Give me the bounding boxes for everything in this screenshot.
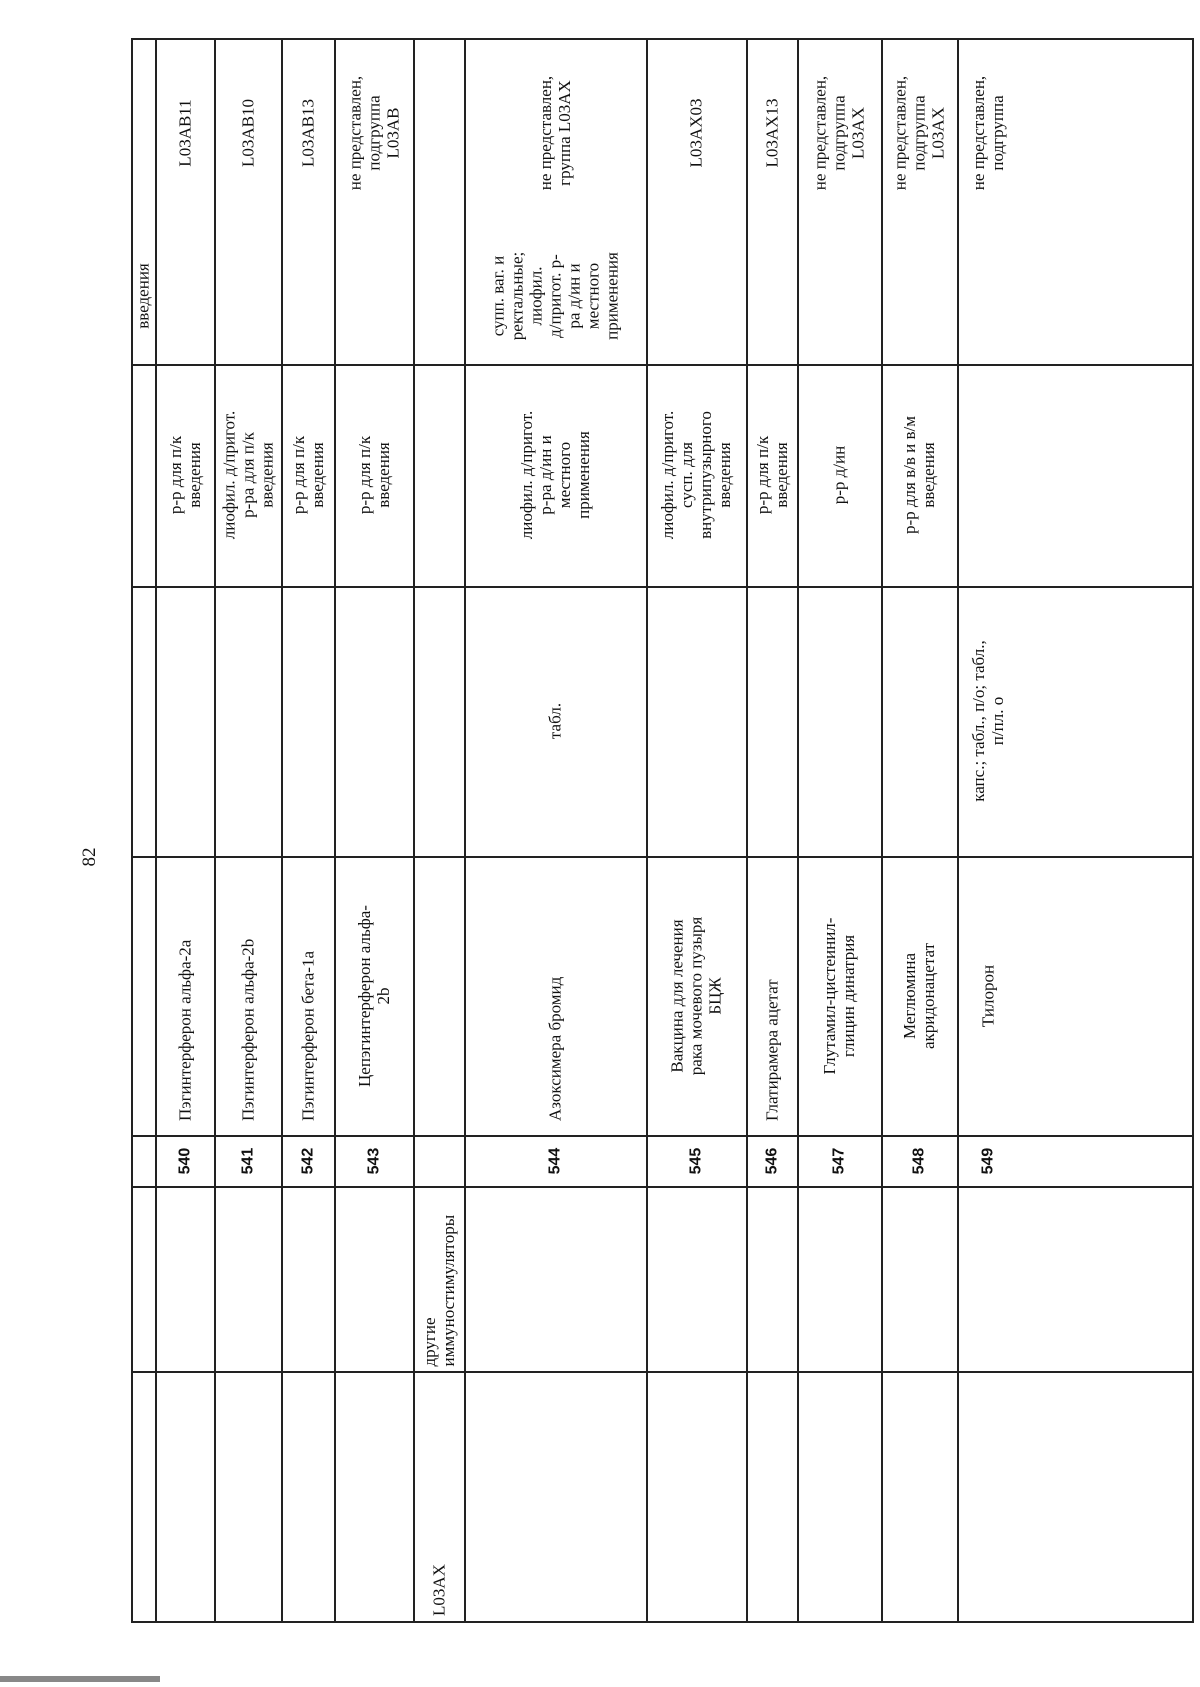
name-text: Вакцина для лечения рака мочевого пузыря БЦЖ — [667, 916, 725, 1075]
column-divider — [131, 1371, 1194, 1373]
form2-cell — [334, 364, 413, 586]
code-text: L03AB11 — [175, 99, 194, 167]
table-border-right — [1192, 38, 1194, 1623]
code-text: L03AX13 — [762, 98, 781, 168]
row-divider — [881, 38, 883, 1623]
name-text: Глутамил-цистеинил- глицин динатрия — [820, 917, 858, 1074]
form2-text: р-р для п/к введения — [288, 435, 327, 515]
name-cell — [464, 856, 646, 1135]
num-cell — [881, 1135, 957, 1186]
form1-cell — [957, 586, 1019, 856]
code-cell — [464, 38, 646, 228]
code-cell — [646, 38, 746, 228]
name-text: Пэгинтерферон альфа-2а — [175, 939, 194, 1121]
form2-cell — [797, 364, 881, 586]
form3-cell — [464, 228, 646, 364]
num-text: 545 — [687, 1147, 705, 1174]
name-text: Пэгинтерферон альфа-2b — [238, 938, 257, 1121]
form2-text: р-р для п/к введения — [354, 435, 393, 515]
form2-text: р-р для п/к введения — [165, 435, 204, 515]
num-text: 547 — [830, 1147, 848, 1174]
name-cell — [646, 856, 746, 1135]
code-cell — [957, 38, 1019, 228]
form1-cell — [464, 586, 646, 856]
num-cell — [214, 1135, 281, 1186]
code-cell — [214, 38, 281, 228]
form2-cell — [281, 364, 334, 586]
num-text: 540 — [176, 1147, 193, 1174]
code-cell — [334, 38, 413, 228]
form2-text: лиофил. д/пригот. сусп. для внутрипузырного введения — [658, 410, 734, 540]
name-text: Азоксимера бромид — [545, 976, 565, 1121]
row-divider — [646, 38, 648, 1623]
name-cell — [746, 856, 797, 1135]
code-text: не представлен, подгруппа L03AX — [890, 75, 948, 191]
code-cell — [881, 38, 957, 228]
num-cell — [155, 1135, 214, 1186]
row-divider — [214, 38, 216, 1623]
form2-text: р-р д/ин — [829, 445, 849, 505]
num-text: 542 — [299, 1147, 316, 1174]
group-cell — [413, 1186, 464, 1371]
form2-text: р-р для в/в и в/м введения — [900, 416, 938, 534]
num-text: 546 — [763, 1147, 780, 1174]
num-cell — [464, 1135, 646, 1186]
row-divider — [797, 38, 799, 1623]
column-divider — [131, 1186, 1194, 1188]
num-cell — [334, 1135, 413, 1186]
code-text: L03AB13 — [298, 99, 317, 167]
form2-cell — [464, 364, 646, 586]
num-cell — [281, 1135, 334, 1186]
row-divider — [155, 38, 157, 1623]
atc-text: L03AX — [429, 1564, 448, 1616]
name-cell — [881, 856, 957, 1135]
code-text: не представлен, подгруппа — [969, 75, 1007, 191]
name-cell — [281, 856, 334, 1135]
num-text: 548 — [910, 1147, 928, 1174]
name-cell — [334, 856, 413, 1135]
header-cell — [131, 228, 155, 364]
name-text: Глатирамера ацетат — [762, 978, 781, 1121]
scan-mark — [0, 1676, 160, 1682]
form2-cell — [155, 364, 214, 586]
name-cell — [155, 856, 214, 1135]
form3-text: супп. ваг. и ректальные; лиофил. д/пригот. р- ра д/ин и местного применения — [488, 251, 622, 341]
drug-table — [131, 38, 1194, 1623]
num-cell — [646, 1135, 746, 1186]
row-divider — [281, 38, 283, 1623]
code-text: не представлен, подгруппа L03AB — [345, 75, 402, 191]
form2-text: р-р для п/к введения — [752, 435, 791, 515]
code-text: L03AX03 — [686, 98, 706, 168]
name-cell — [214, 856, 281, 1135]
table-border-bottom — [131, 1621, 1194, 1623]
code-cell — [746, 38, 797, 228]
form2-cell — [646, 364, 746, 586]
num-text: 543 — [365, 1147, 382, 1174]
num-cell — [746, 1135, 797, 1186]
name-cell — [957, 856, 1019, 1135]
form2-text: лиофил. д/пригот. р-ра д/ин и местного применения — [517, 410, 593, 540]
page-number: 82 — [79, 847, 100, 867]
num-text: 549 — [979, 1147, 997, 1174]
name-text: Пэгинтерферон бета-1а — [298, 950, 317, 1121]
form1-text: капс.; табл., п/о; табл., п/пл. о — [969, 640, 1007, 802]
column-divider — [131, 586, 1194, 588]
code-cell — [155, 38, 214, 228]
header-cell-text: введения — [133, 263, 153, 329]
code-cell — [797, 38, 881, 228]
code-text: L03AB10 — [238, 99, 257, 167]
row-divider — [334, 38, 336, 1623]
code-text: не представлен, группа L03AX — [536, 75, 574, 191]
num-cell — [797, 1135, 881, 1186]
name-text: Цепэгинтерферон альфа- 2b — [354, 904, 393, 1087]
num-text: 544 — [546, 1147, 564, 1174]
form2-cell — [881, 364, 957, 586]
name-cell — [797, 856, 881, 1135]
atc-cell — [413, 1371, 464, 1621]
form1-text: табл. — [545, 702, 565, 740]
form2-text: лиофил. д/пригот. р-ра для п/к введения — [219, 410, 276, 540]
num-cell — [957, 1135, 1019, 1186]
form2-cell — [746, 364, 797, 586]
num-text: 541 — [239, 1147, 256, 1174]
row-divider — [746, 38, 748, 1623]
name-text: Тилорон — [978, 964, 998, 1027]
group-text: другие иммуностимуляторы — [419, 1214, 458, 1366]
form2-cell — [214, 364, 281, 586]
code-text: не представлен, подгруппа L03AX — [810, 75, 868, 191]
code-cell — [281, 38, 334, 228]
name-text: Меглюмина акридонацетат — [900, 942, 938, 1049]
